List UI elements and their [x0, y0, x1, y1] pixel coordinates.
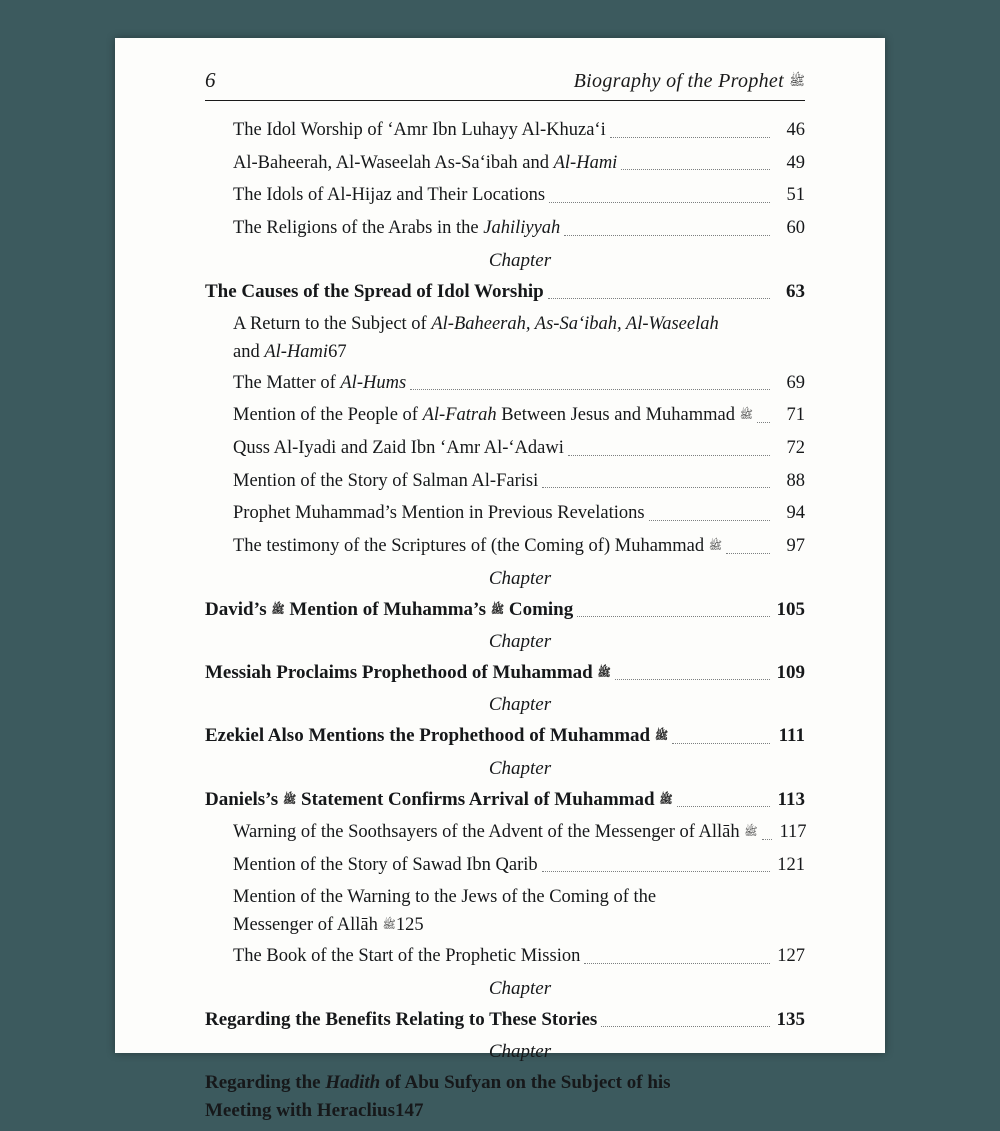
dot-leader — [672, 742, 770, 744]
toc-entry-continuation[interactable] — [233, 342, 805, 363]
toc-entry-title: Prophet Muhammad’s Mention in Previous Revelations — [233, 503, 645, 524]
dot-leader — [621, 168, 770, 170]
toc-entry-title: and Al-Hami — [233, 341, 329, 362]
toc-entry-title: The Matter of Al-Hums — [233, 372, 407, 393]
toc-entry-title: Warning of the Soothsayers of the Advent of the Messenger of Allāh ﷺ — [233, 821, 758, 842]
toc-entry[interactable] — [205, 1008, 805, 1032]
toc-page-number: 97 — [786, 536, 805, 557]
peace-be-upon-him-icon: ﷺ — [490, 602, 505, 616]
toc-entry-title: Messenger of Allāh ﷺ — [233, 914, 396, 935]
italic-term: Al-Fatrah — [422, 405, 497, 426]
italic-term: Hadith — [325, 1071, 381, 1093]
chapter-divider-label: Chapter — [488, 631, 552, 653]
toc-entry-title: Mention of the Warning to the Jews of the Coming of the — [233, 887, 657, 908]
peace-be-upon-him-icon: ﷺ — [597, 666, 611, 680]
toc-page-number: 105 — [776, 598, 805, 620]
running-title-text: Biography of the Prophet — [573, 70, 784, 92]
dot-leader — [615, 678, 770, 680]
running-title — [574, 70, 805, 94]
toc-page-number: 147 — [394, 1100, 424, 1122]
toc-entry-continuation[interactable] — [233, 915, 805, 936]
toc-entry-title: David’s ﷺ Mention of Muhamma’s ﷺ Coming — [205, 598, 574, 620]
toc-entry-title: The Causes of the Spread of Idol Worship — [205, 280, 544, 302]
toc-entry[interactable] — [233, 886, 805, 910]
toc-page-number: 125 — [395, 914, 424, 935]
book-page — [115, 38, 885, 1122]
italic-term: Al-Hami — [264, 341, 329, 362]
toc-page-number: 67 — [328, 341, 347, 362]
toc-page-number: 127 — [777, 945, 805, 966]
toc-entry-continuation[interactable] — [205, 1100, 805, 1122]
italic-term: Jahiliyyah — [483, 218, 561, 239]
dot-leader — [549, 201, 770, 203]
dot-leader — [726, 552, 770, 554]
toc-entry-title: A Return to the Subject of Al-Baheerah, As-Sa‘ibah, Al-Waseelah — [233, 314, 719, 334]
dot-leader — [568, 454, 770, 456]
dot-leader — [548, 297, 770, 299]
toc-page-number: 49 — [786, 152, 805, 173]
toc-page-number: 72 — [786, 438, 805, 459]
peace-be-upon-him-icon: ﷺ — [654, 729, 669, 743]
dot-leader — [762, 838, 772, 840]
peace-be-upon-him-icon: ﷺ — [708, 539, 723, 553]
toc-entry[interactable] — [233, 152, 805, 176]
toc-page-number: 135 — [776, 1008, 805, 1030]
dot-leader — [577, 615, 770, 617]
toc-entry-title: Daniels’s ﷺ Statement Confirms Arrival of Muhammad ﷺ — [205, 788, 673, 810]
toc-entry[interactable] — [233, 502, 805, 526]
page-content — [205, 68, 805, 1131]
toc-entry[interactable] — [205, 280, 805, 304]
running-head — [205, 68, 805, 101]
toc-entry-title: Al-Baheerah, Al-Waseelah As-Sa‘ibah and Al-Hami — [233, 152, 618, 173]
dot-leader — [677, 805, 770, 807]
chapter-divider-label: Chapter — [488, 249, 552, 271]
chapter-divider-label: Chapter — [488, 1040, 552, 1062]
toc-entry-title: Quss Al-Iyadi and Zaid Ibn ‘Amr Al-‘Adawi — [233, 438, 564, 459]
toc-entry[interactable] — [233, 313, 805, 337]
dot-leader — [584, 962, 770, 964]
italic-term: Al-Hami — [553, 152, 618, 173]
dot-leader — [649, 519, 770, 521]
toc-page-number: 63 — [786, 280, 805, 302]
peace-be-upon-him-icon: ﷺ — [271, 602, 285, 616]
peace-be-upon-him-icon: ﷺ — [789, 74, 805, 89]
toc-page-number: 71 — [786, 405, 805, 426]
toc-entry-title: Mention of the Story of Sawad Ibn Qarib — [233, 854, 538, 875]
dot-leader — [757, 421, 770, 423]
peace-be-upon-him-icon: ﷺ — [382, 917, 396, 931]
italic-term: Al-Baheerah, As-Sa‘ibah, Al-Waseelah — [431, 314, 719, 334]
dot-leader — [542, 870, 770, 872]
toc-entry-title: Regarding the Benefits Relating to These Stories — [205, 1008, 598, 1030]
page-number: 6 — [205, 68, 216, 92]
toc-entry-title: Meeting with Heraclius — [205, 1100, 395, 1122]
peace-be-upon-him-icon: ﷺ — [744, 824, 758, 838]
chapter-divider-label: Chapter — [488, 694, 552, 716]
toc-page-number: 121 — [777, 854, 805, 875]
toc-entry[interactable] — [233, 437, 805, 461]
toc-entry-title: The Religions of the Arabs in the Jahiliyyah — [233, 218, 561, 239]
peace-be-upon-him-icon: ﷺ — [739, 408, 753, 422]
dot-leader — [610, 136, 770, 138]
toc-entry[interactable] — [233, 119, 805, 143]
toc-entry-title: The Idol Worship of ‘Amr Ibn Luhayy Al-Khuza‘i — [233, 120, 606, 140]
toc-entry[interactable] — [233, 821, 805, 845]
toc-entry[interactable] — [205, 598, 805, 622]
chapter-divider-label: Chapter — [488, 567, 552, 589]
toc-entry-title: The Idols of Al-Hijaz and Their Locations — [233, 185, 546, 206]
toc-entry-title: Messiah Proclaims Prophethood of Muhammad ﷺ — [205, 662, 611, 684]
dot-leader — [564, 234, 770, 236]
toc-entry[interactable] — [233, 404, 805, 428]
toc-entry-title: Ezekiel Also Mentions the Prophethood of Muhammad ﷺ — [205, 725, 669, 747]
toc-page-number: 60 — [786, 218, 805, 239]
toc-entry[interactable] — [233, 854, 805, 878]
toc-entry[interactable] — [233, 535, 805, 559]
toc-entry-title: Mention of the Story of Salman Al-Farisi — [233, 470, 539, 491]
peace-be-upon-him-icon: ﷺ — [282, 792, 297, 806]
chapter-divider-label: Chapter — [488, 977, 552, 999]
toc-page-number: 69 — [786, 372, 805, 393]
toc-page-number: 94 — [786, 503, 805, 524]
chapter-divider-label: Chapter — [488, 757, 552, 779]
toc-entry[interactable] — [205, 1071, 805, 1095]
toc-entry[interactable] — [233, 217, 805, 241]
toc-page-number: 46 — [786, 120, 805, 140]
toc-entry-title: The Book of the Start of the Prophetic Mission — [233, 945, 581, 966]
toc-entry[interactable] — [233, 470, 805, 494]
toc-entry[interactable] — [233, 372, 805, 396]
toc-page-number: 88 — [786, 470, 805, 491]
toc-page-number: 111 — [778, 725, 805, 747]
dot-leader — [601, 1025, 770, 1027]
toc-page-number: 117 — [779, 821, 807, 842]
italic-term: Al-Hums — [340, 372, 407, 393]
toc-entry[interactable] — [205, 724, 805, 748]
toc-entry[interactable] — [205, 788, 805, 812]
dot-leader — [542, 486, 770, 488]
toc-entry[interactable] — [233, 184, 805, 208]
toc-entry-title: Regarding the Hadith of Abu Sufyan on the Subject of his — [205, 1071, 671, 1093]
toc-entry-title: Mention of the People of Al-Fatrah Between Jesus and Muhammad ﷺ — [233, 405, 753, 426]
toc-page-number: 109 — [776, 662, 805, 684]
toc-page-number: 113 — [777, 788, 805, 810]
dot-leader — [410, 388, 770, 390]
table-of-contents — [205, 119, 805, 1122]
toc-page-number: 51 — [786, 185, 805, 206]
toc-entry[interactable] — [205, 661, 805, 685]
toc-entry-title: The testimony of the Scriptures of (the Coming of) Muhammad ﷺ — [233, 536, 723, 557]
toc-entry[interactable] — [233, 945, 805, 969]
peace-be-upon-him-icon: ﷺ — [659, 792, 673, 806]
